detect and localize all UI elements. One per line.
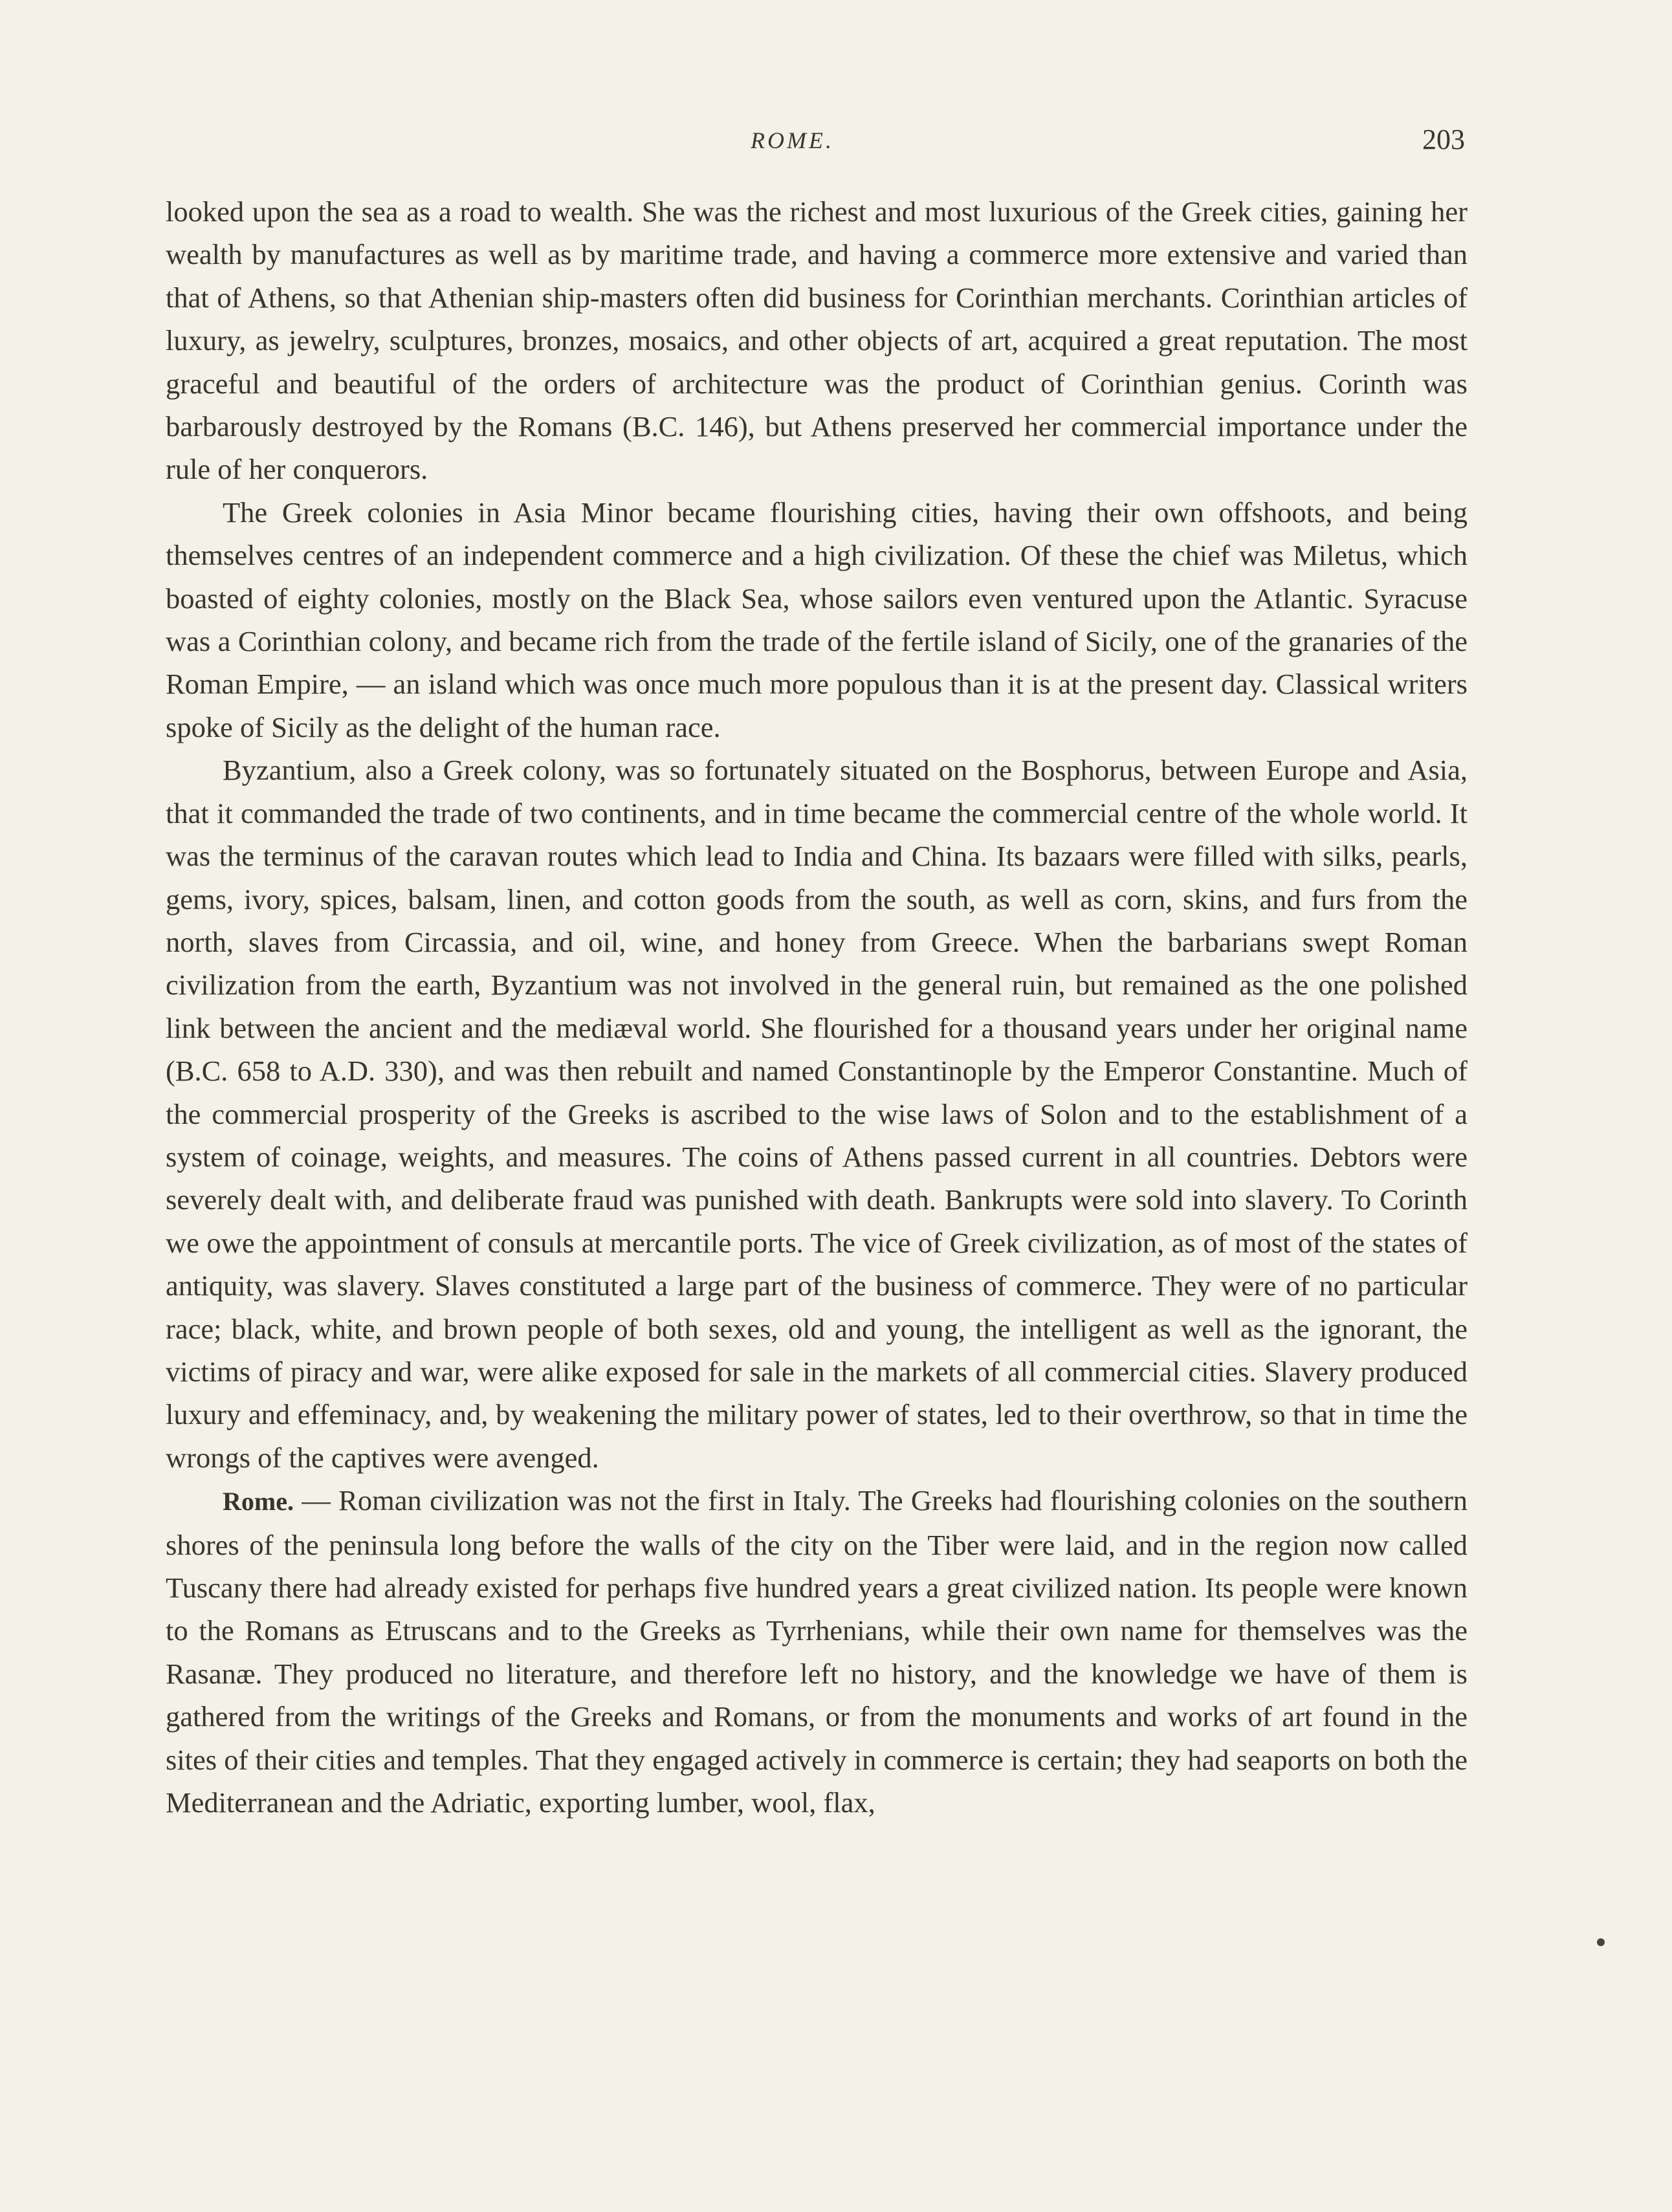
running-head <box>0 124 1672 166</box>
page-number: 203 <box>1422 124 1465 155</box>
paragraph: Byzantium, also a Greek colony, was so fortunately situated on the Bosphorus, between Europe and Asia, that it commanded the trade of two continents, and in time became the commercial centre of the whole world. It was the terminus of the caravan routes which lead to India and China. Its bazaars were filled with silks, pearls, gems, ivory, spices, balsam, linen, and cotton goods from the south, as well as corn, skins, and furs from the north, slaves from Circassia, and oil, wine, and honey from Greece. When the barbarians swept Roman civilization from the earth, Byzantium was not involved in the general ruin, but remained as the one polished link between the ancient and the mediæval world. She flourished for a thousand years under her original name (B.C. 658 to A.D. 330), and was then rebuilt and named Constantinople by the Emperor Constantine. Much of the commercial prosperity of the Greeks is ascribed to the wise laws of Solon and to the establishment of a system of coinage, weights, and measures. The coins of Athens passed current in all countries. Debtors were severely dealt with, and deliberate fraud was punished with death. Bankrupts were sold into slavery. To Corinth we owe the appointment of consuls at mercantile ports. The vice of Greek civilization, as of most of the states of antiquity, was slavery. Slaves constituted a large part of the business of commerce. They were of no particular race; black, white, and brown people of both sexes, old and young, the intelligent as well as the ignorant, the victims of piracy and war, were alike exposed for sale in the markets of all commercial cities. Slavery produced luxury and effeminacy, and, by weakening the military power of states, led to their overthrow, so that in time the wrongs of the captives were avenged. <box>166 754 1468 1474</box>
body-text <box>166 190 1468 1824</box>
paragraph: The Greek colonies in Asia Minor became flourishing cities, having their own offshoots, and being themselves centres of an independent commerce and a high civilization. Of these the chief was Miletus, which boasted of eighty colonies, mostly on the Black Sea, whose sailors even ventured upon the Atlantic. Syracuse was a Corinthian colony, and became rich from the trade of the fertile island of Sicily, one of the granaries of the Roman Empire, — an island which was once much more populous than it is at the present day. Classical writers spoke of Sicily as the delight of the human race. <box>166 496 1468 743</box>
ink-speck <box>1597 1938 1605 1946</box>
running-title: ROME. <box>751 127 834 153</box>
paragraph-rome <box>166 1479 1468 1824</box>
paragraph-text: — Roman civilization was not the first in Italy. The Greeks had flourishing colonies on the southern shores of the peninsula long before the walls of the city on the Tiber were laid, and in the region now called Tuscany there had already existed for perhaps five hundred years a great civilized nation. Its people were known to the Romans as Etruscans and to the Greeks as Tyrrhenians, while their own name for themselves was the Rasanæ. They produced no literature, and therefore left no history, and the knowledge we have of them is gathered from the writings of the Greeks and Romans, or from the monuments and works of art found in the sites of their cities and temples. That they engaged actively in commerce is certain; they had seaports on both the Mediterranean and the Adriatic, exporting lumber, wool, flax, <box>166 1484 1468 1819</box>
section-heading: Rome. <box>223 1487 294 1517</box>
paragraph: looked upon the sea as a road to wealth. She was the richest and most luxurious of the Greek cities, gaining her wealth by manufactures as well as by maritime trade, and having a commerce more extensive and varied than that of Athens, so that Athenian ship-masters often did business for Corinthian merchants. Corinthian articles of luxury, as jewelry, sculptures, bronzes, mosaics, and other objects of art, acquired a great reputation. The most graceful and beautiful of the orders of architecture was the product of Corinthian genius. Corinth was barbarously destroyed by the Romans (B.C. 146), but Athens preserved her commercial importance under the rule of her conquerors. <box>166 195 1468 486</box>
